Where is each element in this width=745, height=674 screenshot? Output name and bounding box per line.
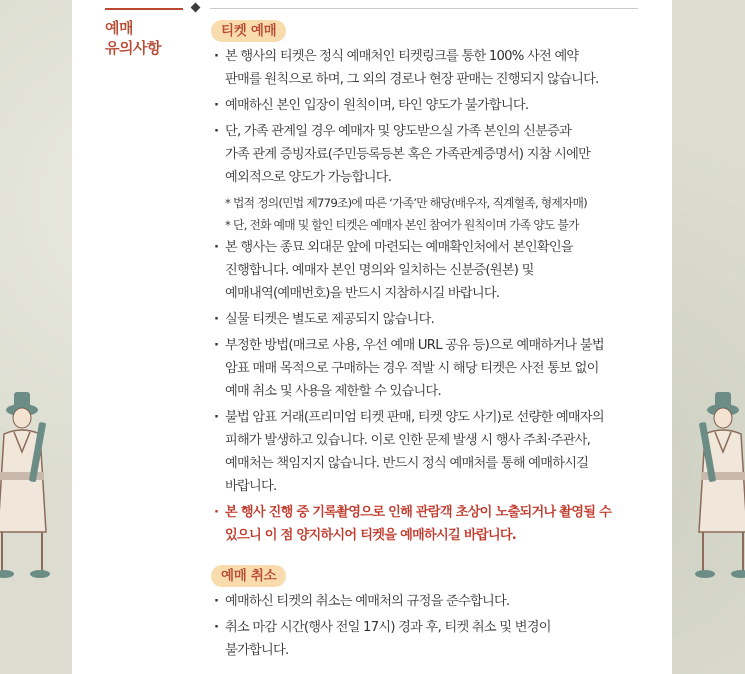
list-item-line: 불가합니다. xyxy=(225,643,289,658)
list-item-line: · 부정한 방법(매크로 사용, 우선 예매 URL 공유 등)으로 예매하거나 불법 xyxy=(225,338,604,353)
list-item-line: 예매내역(예매번호)을 반드시 지참하시길 바랍니다. xyxy=(225,286,500,301)
side-title-line: 유의사항 xyxy=(105,39,161,57)
list-item-line: · 예매하신 본인 입장이 원칙이며, 타인 양도가 불가합니다. xyxy=(225,98,529,113)
notice-panel xyxy=(72,0,672,674)
list-item-line: 있으니 이 점 양지하시어 티켓을 예매하시길 바랍니다. xyxy=(225,528,517,543)
list-item-line: 진행합니다. 예매자 본인 명의와 일치하는 신분증(원본) 및 xyxy=(225,263,534,278)
list-item-line: · 본 행사는 종묘 외대문 앞에 마련되는 예매확인처에서 본인확인을 xyxy=(225,240,573,255)
top-rule-accent xyxy=(105,8,183,10)
diamond-ornament-icon xyxy=(191,3,201,13)
notice-content xyxy=(211,20,651,665)
list-item xyxy=(211,120,651,189)
side-title xyxy=(105,18,161,58)
top-rule xyxy=(210,8,638,9)
list-item-line: 가족 관계 증빙자료(주민등록등본 혹은 가족관계증명서) 지참 시에만 xyxy=(225,147,591,162)
list-item-line: · 단, 가족 관계일 경우 예매자 및 양도받으실 가족 본인의 신분증과 xyxy=(225,124,572,139)
list-item xyxy=(211,308,651,331)
notice-list xyxy=(211,590,651,662)
list-item xyxy=(211,45,651,91)
list-item xyxy=(211,406,651,498)
footnote-item xyxy=(211,214,651,236)
list-item-line: 예외적으로 양도가 가능합니다. xyxy=(225,170,392,185)
list-item xyxy=(211,616,651,662)
section-label: 티켓 예매 xyxy=(211,20,286,42)
section-label: 예매 취소 xyxy=(211,565,286,587)
list-item-line: 예매 취소 및 사용을 제한할 수 있습니다. xyxy=(225,384,441,399)
list-item-line: · 예매하신 티켓의 취소는 예매처의 규정을 준수합니다. xyxy=(225,594,510,609)
list-item-line: 암표 매매 목적으로 구매하는 경우 적발 시 해당 티켓은 사전 통보 없이 xyxy=(225,361,599,376)
joseon-official-figure-icon xyxy=(0,382,52,582)
list-item-line: · 불법 암표 거래(프리미엄 티켓 판매, 티켓 양도 사기)로 선량한 예매자의 xyxy=(225,410,604,425)
list-item xyxy=(211,236,651,305)
list-item-line: · 실물 티켓은 별도로 제공되지 않습니다. xyxy=(225,312,435,327)
list-item-line: 피해가 발생하고 있습니다. 이로 인한 문제 발생 시 행사 주최·주관사, xyxy=(225,433,591,448)
joseon-official-figure-icon xyxy=(693,382,745,582)
list-item xyxy=(211,94,651,117)
notice-list xyxy=(211,45,651,547)
notice-section xyxy=(211,20,651,547)
list-item-line: · 본 행사의 티켓은 정식 예매처인 티켓링크를 통한 100% 사전 예약 xyxy=(225,49,579,64)
list-item xyxy=(211,501,651,547)
notice-section xyxy=(211,565,651,662)
list-item xyxy=(211,590,651,613)
footnote-item xyxy=(211,192,651,214)
list-item-line: 판매를 원칙으로 하며, 그 외의 경로나 현장 판매는 진행되지 않습니다. xyxy=(225,72,599,87)
list-item-line: * 단, 전화 예매 및 할인 티켓은 예매자 본인 참여가 원칙이며 가족 양도 불가 xyxy=(225,218,579,232)
list-item-line: * 법적 정의(민법 제779조)에 따른 ‘가족’만 해당(배우자, 직계혈족, 형제자매) xyxy=(225,196,587,210)
list-item-line: · 본 행사 진행 중 기록촬영으로 인해 관람객 초상이 노출되거나 촬영될 수 xyxy=(225,505,612,520)
list-item-line: · 취소 마감 시간(행사 전일 17시) 경과 후, 티켓 취소 및 변경이 xyxy=(225,620,551,635)
side-title-line: 예매 xyxy=(105,19,133,37)
list-item xyxy=(211,334,651,403)
list-item-line: 예매처는 책임지지 않습니다. 반드시 정식 예매처를 통해 예매하시길 xyxy=(225,456,589,471)
list-item-line: 바랍니다. xyxy=(225,479,277,494)
